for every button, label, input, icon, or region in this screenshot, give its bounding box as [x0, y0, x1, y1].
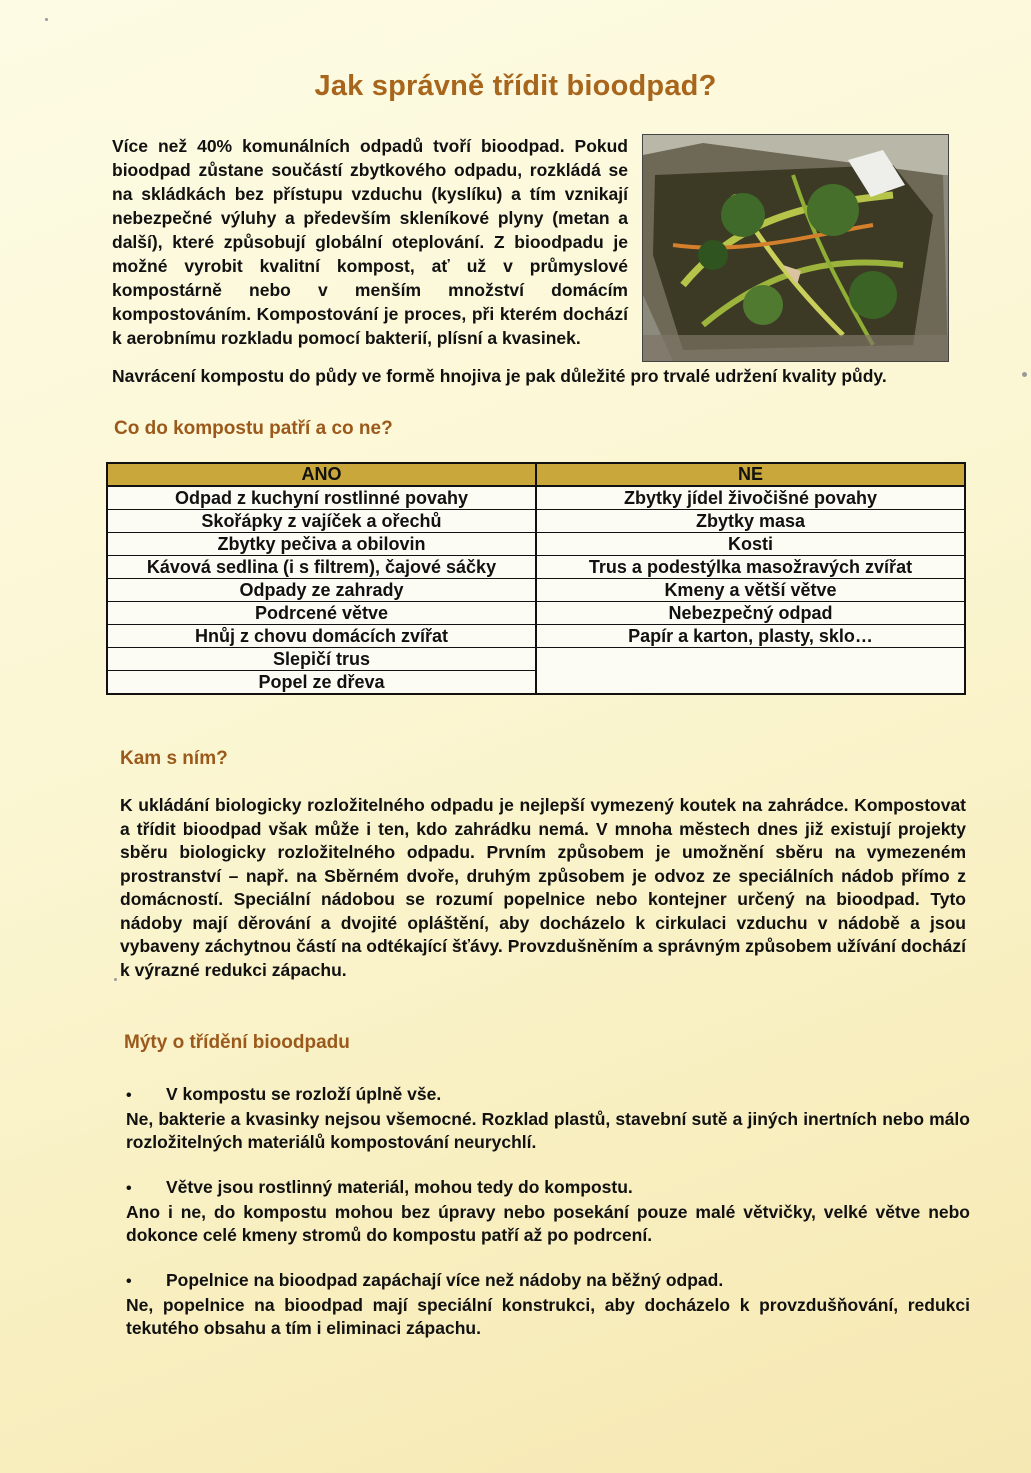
where-section-heading: Kam s ním? — [120, 748, 228, 769]
table-row — [107, 671, 965, 695]
compost-table — [106, 462, 966, 695]
myth-item — [126, 1083, 970, 1155]
yes-item: Popel ze dřeva — [107, 671, 536, 695]
table-row — [107, 533, 965, 556]
myth-claim: Popelnice na bioodpad zapáchají více než nádoby na běžný odpad. — [166, 1270, 724, 1290]
myth-answer: Ano i ne, do kompostu mohou bez úpravy nebo posekání pouze malé větvičky, velké větve nebo dokonce celé kmeny stromů do kompostu patří až po podrcení. — [126, 1201, 970, 1245]
myths-section-heading: Mýty o třídění bioodpadu — [124, 1032, 350, 1053]
no-item: Trus a podestýlka masožravých zvířat — [536, 556, 965, 579]
table-row — [107, 510, 965, 533]
yes-item: Odpady ze zahrady — [107, 579, 536, 602]
no-item: Nebezpečný odpad — [536, 602, 965, 625]
bullet-icon: • — [126, 1087, 132, 1104]
yes-item: Podrcené větve — [107, 602, 536, 625]
yes-item: Kávová sedlina (i s filtrem), čajové sáčky — [107, 556, 536, 579]
myth-claim: V kompostu se rozloží úplně vše. — [166, 1084, 442, 1104]
compost-photo-illustration — [643, 135, 948, 361]
page-title: Jak správně třídit bioodpad? — [314, 70, 717, 102]
myth-item — [126, 1176, 970, 1248]
where-paragraph: K ukládání biologicky rozložitelného odpadu je nejlepší vymezený koutek na zahrádce. Kompostovat a třídit bioodpad však může i ten, kdo zahrádku nemá. V mnoha městech dnes již existují projekty sběru biologicky rozložitelného odpadu. Prvním způsobem je umožnění sběru na vymezeném prostranství – např. na Sběrném dvoře, druhým způsobem je odvoz ze speciálních nádob přímo z domácností. Speciální nádobou se rozumí popelnice nebo kontejner určený na bioodpad. Tyto nádoby mají děrování a dvojité opláštění, aby docházelo k cirkulaci vzduchu v nádobě a jsou vybaveny záchytnou částí na odtékající šťávy. Provzdušněním a správným způsobem užívání dochází k výrazné redukci zápachu. — [120, 795, 966, 980]
yes-item: Zbytky pečiva a obilovin — [107, 533, 536, 556]
myth-answer: Ne, popelnice na bioodpad mají speciální konstrukci, aby docházelo k provzdušňování, redukci tekutého obsahu a tím i eliminaci zápachu. — [126, 1294, 970, 1338]
yes-column-header: ANO — [107, 463, 536, 486]
yes-item: Hnůj z chovu domácích zvířat — [107, 625, 536, 648]
intro-paragraph: Více než 40% komunálních odpadů tvoří bioodpad. Pokud bioodpad zůstane součástí zbytkového odpadu, rozkládá se na skládkách bez přístupu vzduchu (kyslíku) a tím vznikají nebezpečné výluhy a především skleníkové plyny (metan a další), které způsobují globální oteplování. Z bioodpadu je možné vyrobit kvalitní kompost, ať už v průmyslové kompostárně nebo v menším množství domácím kompostováním. Kompostování je proces, při kterém dochází k aerobnímu rozkladu pomocí bakterií, plísní a kvasinek. — [112, 136, 628, 348]
no-item: Papír a karton, plasty, sklo… — [536, 625, 965, 648]
no-column-header: NE — [536, 463, 965, 486]
yes-item: Slepičí trus — [107, 648, 536, 671]
yes-item: Skořápky z vajíček a ořechů — [107, 510, 536, 533]
table-row — [107, 602, 965, 625]
table-row — [107, 486, 965, 510]
compost-bin-photo — [642, 134, 949, 362]
bullet-icon: • — [126, 1180, 132, 1197]
no-item-empty — [536, 671, 965, 695]
no-item: Zbytky jídel živočišné povahy — [536, 486, 965, 510]
table-row — [107, 579, 965, 602]
bullet-icon: • — [126, 1273, 132, 1290]
myth-claim: Větve jsou rostlinný materiál, mohou tedy do kompostu. — [166, 1177, 633, 1197]
table-section-heading: Co do kompostu patří a co ne? — [114, 418, 393, 439]
myth-item — [126, 1269, 970, 1341]
intro-closing-sentence: Navrácení kompostu do půdy ve formě hnojiva je pak důležité pro trvalé udržení kvality půdy. — [112, 366, 887, 386]
table-row — [107, 648, 965, 671]
no-item-empty — [536, 648, 965, 671]
table-row — [107, 556, 965, 579]
scan-speck — [45, 18, 48, 21]
no-item: Kosti — [536, 533, 965, 556]
myth-answer: Ne, bakterie a kvasinky nejsou všemocné. Rozklad plastů, stavební sutě a jiných inertních nebo málo rozložitelných materiálů kompostování neurychlí. — [126, 1108, 970, 1152]
table-row — [107, 625, 965, 648]
no-item: Zbytky masa — [536, 510, 965, 533]
scan-speck — [114, 978, 117, 981]
scan-speck — [1022, 372, 1027, 377]
yes-item: Odpad z kuchyní rostlinné povahy — [107, 486, 536, 510]
no-item: Kmeny a větší větve — [536, 579, 965, 602]
